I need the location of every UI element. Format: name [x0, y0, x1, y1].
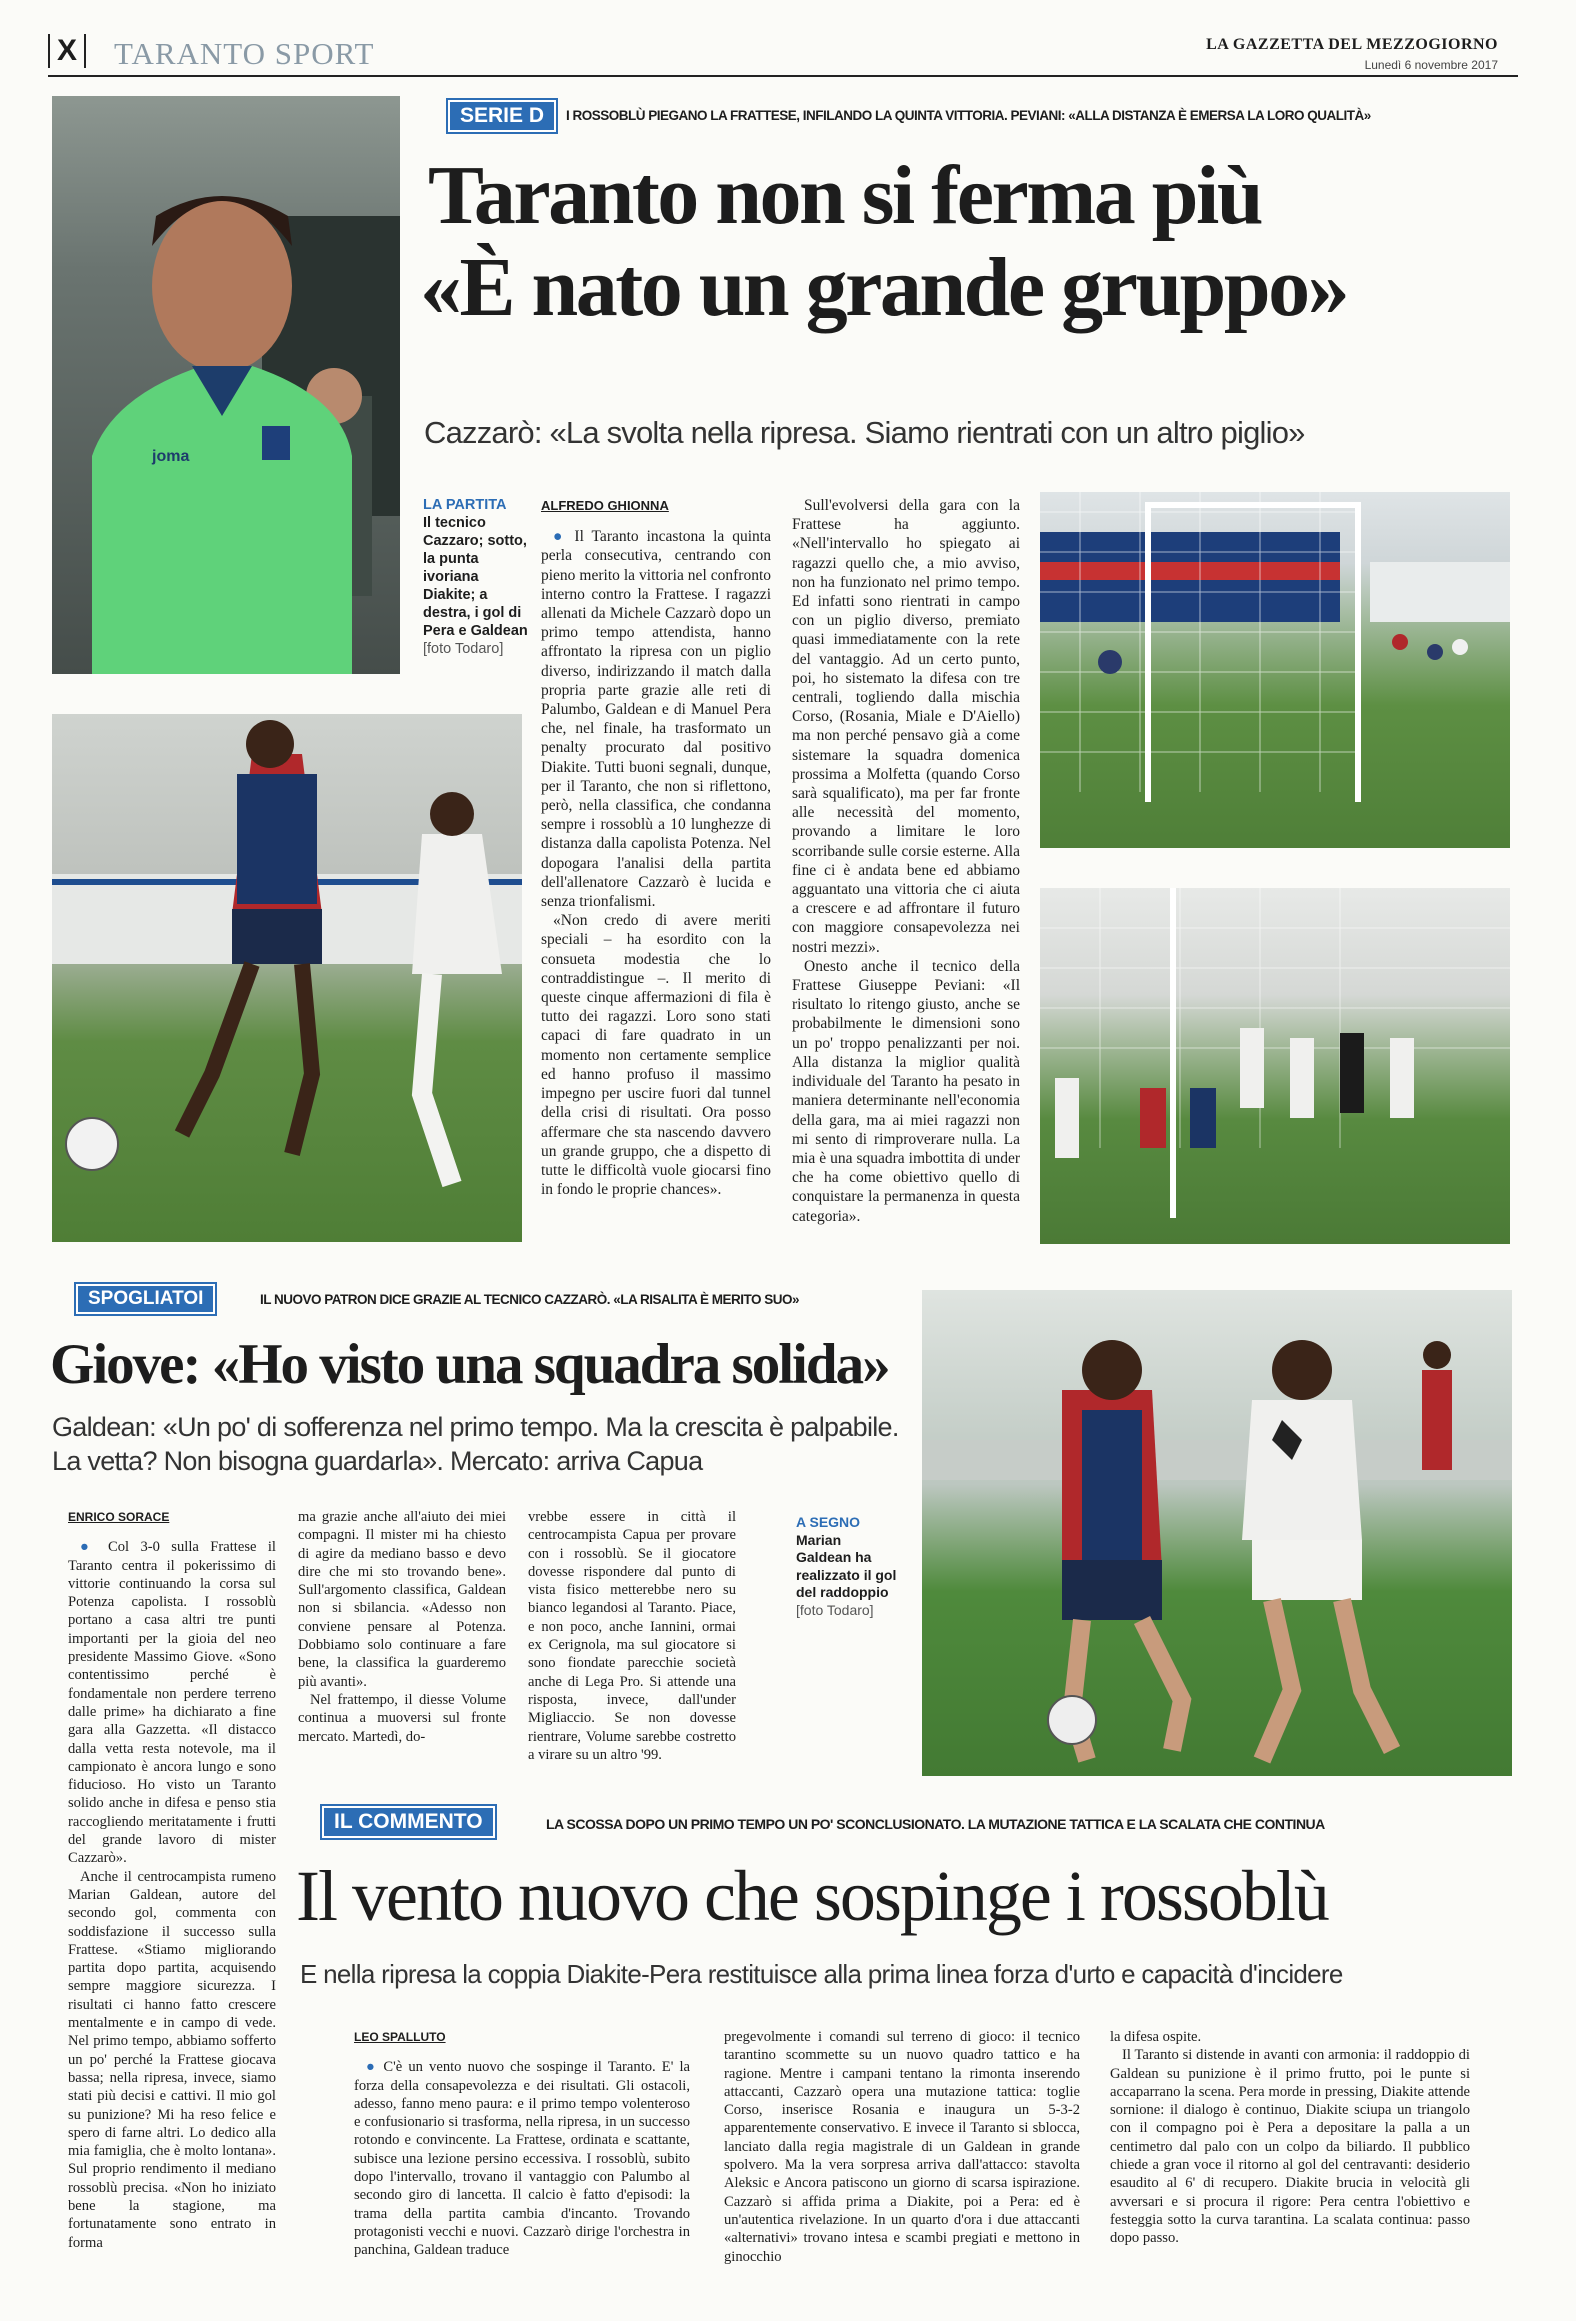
- subheadline: Cazzarò: «La svolta nella ripresa. Siamo rientrati con un altro piglio»: [424, 415, 1305, 450]
- kicker-text: IL NUOVO PATRON DICE GRAZIE AL TECNICO CAZZARÒ. «LA RISALITA È MERITO SUO»: [260, 1292, 800, 1307]
- byline: ALFREDO GHIONNA: [541, 498, 669, 513]
- bullet-icon: ●: [366, 2059, 384, 2076]
- byline: LEO SPALLUTO: [354, 2030, 446, 2044]
- caption-credit: [foto Todaro]: [423, 641, 504, 657]
- kicker-text: I ROSSOBLÙ PIEGANO LA FRATTESE, INFILANDO LA QUINTA VITTORIA. PEVIANI: «ALLA DISTANZA È EMERSA LA LORO QUALITÀ»: [566, 108, 1371, 123]
- kicker-row: [322, 1806, 1522, 1838]
- subheadline: Galdean: «Un po' di sofferenza nel primo tempo. Ma la crescita è palpabile. La vetta? Non bisogna guardarla». Mercato: arriva Capua: [52, 1412, 899, 1476]
- byline: ENRICO SORACE: [68, 1510, 170, 1524]
- caption-text: Marian Galdean ha realizzato il gol del raddoppio: [796, 1531, 897, 1600]
- paragraph: la difesa ospite.: [1110, 2029, 1202, 2045]
- paragraph: Anche il centrocampista rumeno Marian Galdean, autore del secondo gol, commenta con soddisfazione il successo sulla Frattese. «Stiamo migliorando partita dopo partita, acquisendo sempre maggiore sicurezza. I risultati ci hanno fatto crescere mentalmente e in campo di vede. Nel primo tempo, abbiamo sofferto un po' perché la Frattese giocava bassa; nella ripresa, invece, siamo stati più decisi e cattivi. Il mio gol su punizione? Mi ha reso felice e spero di farne altri. Lo dedico alla mia famiglia, che è molto lontana». Sul proprio rendimento il mediano rossoblù precisa. «Non ho iniziato bene la stagione, ma fortunatamente sono entrato in forma: [68, 1868, 276, 2251]
- caption-label: A SEGNO: [796, 1514, 861, 1530]
- article3-column-1: [354, 2028, 690, 2260]
- paragraph: Il Taranto si distende in avanti con armonia: il raddoppio di Galdean su punizione è il primo frutto, poi le punte si accaparrano la scena. Pera morde in pressing, Diakite attende sornione: il dialogo è continuo, Diakite sciupa un triangolo con il compagno poi è Pera a depositare la palla a un centimetro dal palo con un colpo da biliardo. Il pubblico chiede a gran voce il ritorno al gol del centravanti: desiderio esaudito al 6' di recupero. Diakite brucia in velocità gli avversari e si procura il rigore: Pera centra l'obiettivo e festeggia sotto la curva tarantina. La scalata continua: passo dopo passo.: [1110, 2047, 1470, 2247]
- category-tag: SERIE D: [448, 100, 556, 132]
- headline: Il vento nuovo che sospinge i rossoblù: [296, 1856, 1328, 1936]
- headline-line-1: Taranto non si ferma più: [428, 149, 1262, 242]
- issue-date: Lunedì 6 novembre 2017: [1364, 58, 1498, 72]
- paragraph: ● Il Taranto incastona la quinta perla consecutiva, centrando con pieno merito la vittoria nel confronto interno contro la Frattese. I ragazzi allenati da Michele Cazzarò dopo un primo tempo attendista, hanno affrontato la ripresa con un piglio diverso, indirizzando il match dalla propria parte grazie alle reti di Palumbo, Galdean e di Manuel Pera che, nel finale, ha trasformato un penalty procurato dal positivo Diakite. Tutti buoni segnali, dunque, per il Taranto, che non si riflettono, però, nella classifica, che condanna sempre i rossoblù a 10 lunghezze di distanza dalla capolista Potenza. Nel dopogara l'analisi della partita dell'allenatore Cazzarò è lucida e senza trionfalismi.: [541, 528, 771, 911]
- kicker-text: LA SCOSSA DOPO UN PRIMO TEMPO UN PO' SCONCLUSIONATO. LA MUTAZIONE TATTICA E LA SCALATA CHE CONTINUA: [546, 1816, 1325, 1832]
- paragraph: ● C'è un vento nuovo che sospinge il Taranto. E' la forza della consapevolezza e dei risultati. Gli ostacoli, adesso, fanno meno paura: e il primo tempo volenteroso e confusionario si trasforma, nella ripresa, in un successo rotondo e convincente. La Frattese, ordinata e scattante, subisce una lezione persino eccessiva. I rossoblù, subito dopo l'intervallo, trovano il vantaggio con Palumbo al secondo giro di lancetta. Il calcio è fatto d'episodi: la trama della partita cambia d'incanto. Trovando protagonisti vecchi e nuovi. Cazzarò dirige l'orchestra in panchina, Galdean traduce: [354, 2059, 690, 2259]
- paragraph: Sull'evolversi della gara con la Frattese ha aggiunto. «Nell'intervallo ho spiegato ai ragazzi quello che, a mio avviso, non ha funzionato nel primo tempo. Ed infatti sono rientrati in campo con un piglio diverso, premiato quasi immediatamente con la rete del vantaggio. Ad un certo punto, poi, ho sistemato la difesa con tre centrali, togliendo dalla mischia Corso, (Rosania, Miale e D'Aiello) ma non perché pensavo già a come sistemare la squadra domenica prossima a Molfetta (quando Corso sarà squalificato), ma per far fronte alle necessità del momento, provando a limitare le loro scorribande sulle corsie esterne. Alla fine ci è andata bene ed abbiamo agguantato una vittoria che ci aiuta a crescere e ad affrontare il futuro con maggiore consapevolezza nei nostri mezzi».: [792, 497, 1020, 956]
- caption-credit: [foto Todaro]: [796, 1601, 874, 1618]
- article3-column-3: [1110, 2028, 1470, 2248]
- subheadline: E nella ripresa la coppia Diakite-Pera restituisce alla prima linea forza d'urto e capacità d'incidere: [300, 1959, 1343, 1989]
- section-marker: X: [48, 34, 86, 68]
- bullet-icon: ●: [553, 528, 575, 546]
- paragraph: Nel frattempo, il diesse Volume continua a muoversi sul fronte mercato. Martedì, do-: [298, 1691, 506, 1745]
- paragraph: ma grazie anche all'aiuto dei miei compagni. Il mister mi ha chiesto di agire da mediano basso e devo dire che mi sto trovando bene». Sull'argomento classifica, Galdean non si sbilancia. «Adesso non conviene pensare al Potenza. Dobbiamo solo continuare a fare bene, la classifica la guarderemo più avanti».: [298, 1509, 506, 1690]
- category-tag: SPOGLIATOI: [76, 1284, 215, 1314]
- paragraph: Onesto anche il tecnico della Frattese Giuseppe Peviani: «Il risultato lo ritengo giusto, anche se probabilmente le dimensioni sono un po' troppo penalizzanti per noi. Alla distanza la miglior qualità individuale del Taranto ha pesato in maniera determinante nell'economia della gara, ma ai miei ragazzi non mi sento di rimproverare nulla. La mia è una squadra imbottita di under che ha come obiettivo quello di conquistare la permanenza in questa categoria».: [792, 957, 1020, 1225]
- caption-label: LA PARTITA: [423, 497, 507, 513]
- headline-line-2: «È nato un grande gruppo»: [420, 241, 1348, 334]
- bullet-icon: ●: [80, 1539, 108, 1556]
- category-tag: IL COMMENTO: [322, 1806, 495, 1838]
- masthead: LA GAZZETTA DEL MEZZOGIORNO: [1206, 36, 1498, 53]
- paragraph: vrebbe essere in città il centrocampista Capua per provare con i rossoblù. Se il giocatore dovesse rispondere dal punto di vista fisico metterebbe nero su bianco legandosi al Taranto. Piace, e non poco, anche Iannini, ormai ex Cerignola, ma sul giocatore si sono fiondate parecchie società anche di Lega Pro. Si attende una risposta, invece, dall'under Migliaccio. Se non dovesse rientrare, Volume sarebbe costretto a virare su un altro '99.: [528, 1509, 736, 1763]
- paragraph: «Non credo di avere meriti speciali – ha esordito con la consueta modestia che lo contraddistingue –. Il merito di queste cinque affermazioni di fila è tutto dei ragazzi. Loro sono stati capaci di fare quadrato in un momento non certamente semplice ed hanno profuso il massimo impegno per uscire fuori dal tunnel della crisi di risultati. Ora posso affermare che sta nascendo davvero un grande gruppo, che a dispetto di tutte le difficoltà vuole giocarsi fino in fondo le proprie chances».: [541, 912, 771, 1199]
- caption-text: Il tecnico Cazzaro; sotto, la punta ivoriana Diakite; a destra, i gol di Pera e Galdean: [423, 515, 528, 639]
- paragraph: ● Col 3-0 sulla Frattese il Taranto centra il pokerissimo di vittorie continuando la corsa sul Potenza capolista. I rossoblù portano a casa altri tre punti importanti per la gioia del neo presidente Massimo Giove. «Sono contentissimo perché è fondamentale non perdere terreno dalle prime» ha dichiarato a fine gara alla Gazzetta. «Il distacco dalla vetta resta notevole, ma il campionato è ancora lungo e sono fiducioso. Ho visto un Taranto solido anche in difesa e penso stia raccogliendo meritatamente i frutti del grande lavoro di mister Cazzarò».: [68, 1539, 276, 1867]
- article3-column-2: [724, 2028, 1080, 2266]
- paragraph: pregevolmente i comandi sul terreno di gioco: il tecnico tarantino scommette su un nuovo quadro tattico e ha ragione. Mentre i campani tentano la rimonta inserendo attaccanti, Cazzarò opera una mutazione tattica: toglie Corso, inserisce Rosania e inaugura un 5-3-2 apparentemente conservativo. E invece il Taranto si sblocca, lanciato dalla regia magistrale di un Galdean in grande spolvero. Ma la vera sorpresa arriva dall'attacco: stavolta Aleksic e Ancora patiscono un giorno di scarsa ispirazione. Cazzarò si affida prima a Diakite, poi a Pera: ed è un'autentica rivelazione. In un quarto d'ora i due attaccanti «alternativi» trovano intesa e scambi pregiati e mettono in ginocchio: [724, 2029, 1080, 2265]
- jersey-brand: joma: [152, 448, 190, 465]
- section-name: TARANTO SPORT: [114, 36, 375, 71]
- headline: Giove: «Ho visto una squadra solida»: [50, 1333, 889, 1396]
